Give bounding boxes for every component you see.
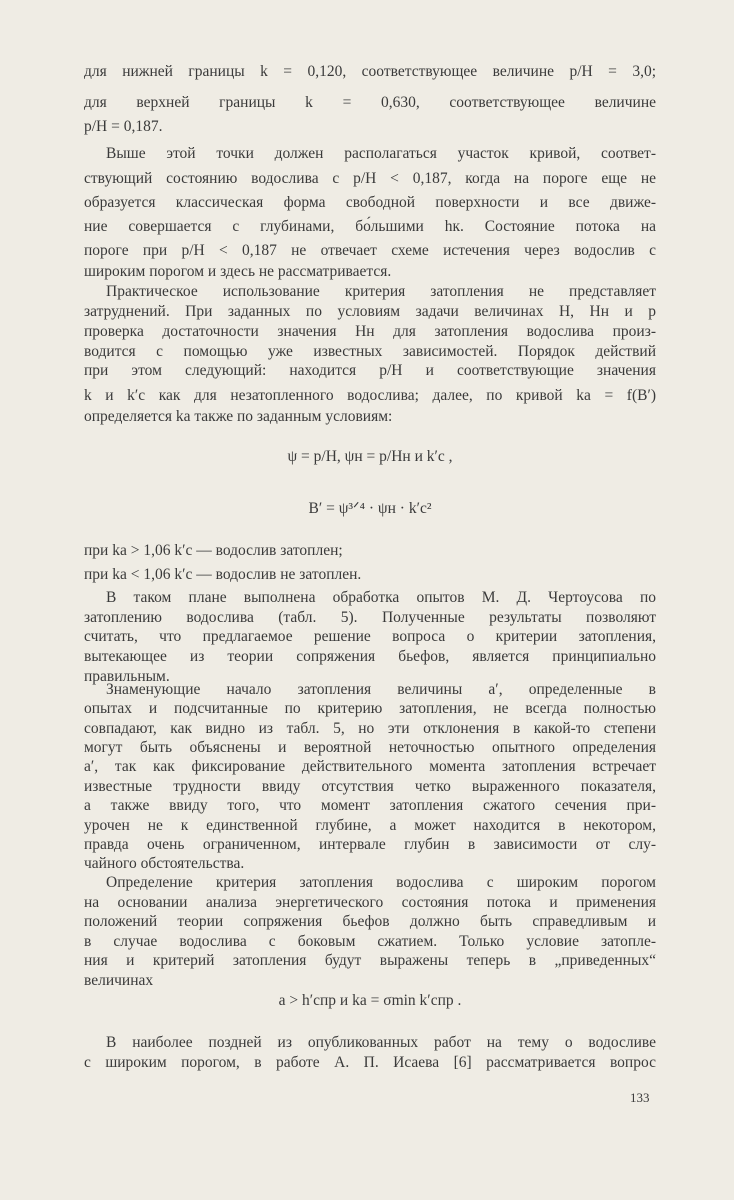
text-line: правильным. [84, 668, 170, 685]
text-line: затоплению водослива (табл. 5). Полученные результаты позволяют [84, 609, 656, 626]
text-line: проверка достаточности значения Hн для затопления водослива произ- [84, 323, 656, 340]
text-line: ствующий состоянию водослива с p/H < 0,187, когда на пороге еще не [84, 170, 656, 187]
text-line: положений теории сопряжения бьефов должно быть справедливым и [84, 913, 656, 930]
text-line: для верхней границы k = 0,630, соответствующее величине [84, 94, 656, 111]
text-line: на основании анализа энергетического состояния потока и применения [84, 894, 656, 911]
text-line: а также ввиду того, что момент затопления сжатого сечения при- [84, 797, 656, 814]
text-line: с широким порогом, в работе А. П. Исаева [6] рассматривается вопрос [84, 1054, 656, 1071]
text-line: определяется ka также по заданным условиям: [84, 408, 393, 425]
formula-psi: ψ = p/H, ψн = p/Hн и k′c , [287, 448, 453, 465]
text-line: p/H = 0,187. [84, 118, 163, 135]
text-line: ния и критерий затопления будут выражены теперь в „приведенных“ [84, 952, 656, 969]
text-line: при этом следующий: находится p/H и соответствующие значения [84, 362, 656, 379]
formula-criterion: a > h′cпр и ka = σmin k′cпр . [278, 992, 462, 1009]
text-line: в случае водослива с боковым сжатием. Только условие затопле- [84, 933, 656, 950]
text-line: при ka > 1,06 k′c — водослив затоплен; [84, 542, 343, 559]
text-line: вытекающее из теории сопряжения бьефов, является принципиально [84, 648, 656, 665]
text-line: водится с помощью уже известных зависимостей. Порядок действий [84, 343, 656, 360]
text-line: могут быть объяснены и вероятной неточностью опытного определения [84, 739, 656, 756]
text-line: широким порогом и здесь не рассматривается. [84, 263, 392, 280]
formula-b-prime: B′ = ψ³ᐟ⁴ · ψн · k′c² [308, 500, 432, 517]
text-line: величинах [84, 972, 154, 989]
text-line: чайного обстоятельства. [84, 855, 245, 872]
text-line: Практическое использование критерия затопления не представляет [106, 283, 656, 300]
text-line: В наиболее поздней из опубликованных работ на тему о водосливе [106, 1034, 656, 1051]
text-line: образуется классическая форма свободной поверхности и все движе- [84, 194, 656, 211]
text-line: совпадают, как видно из табл. 5, но эти отклонения в какой-то степени [84, 720, 656, 737]
text-line: правда очень ограниченном, интервале глубин в зависимости от слу- [84, 836, 656, 853]
text-line: считать, что предлагаемое решение вопроса о критерии затопления, [84, 628, 656, 645]
text-line: k и k′c как для незатопленного водослива; далее, по кривой ka = f(B′) [84, 387, 656, 404]
text-line: известные трудности ввиду отсутствия четко выраженного показателя, [84, 778, 656, 795]
page-number: 133 [630, 1090, 650, 1105]
text-line: опытах и подсчитанные по критерию затопления, не всегда полностью [84, 700, 656, 717]
text-line: урочен не к единственной глубине, а может находится в некотором, [84, 817, 656, 834]
text-line: при ka < 1,06 k′c — водослив не затоплен. [84, 566, 362, 583]
text-line: ние совершается с глубинами, бо́льшими hк. Состояние потока на [84, 218, 656, 235]
text-line: Определение критерия затопления водослива с широким порогом [106, 874, 656, 891]
text-line: a′, так как фиксирование действительного момента затопления встречает [84, 758, 656, 775]
text-line: Знаменующие начало затопления величины a′, определенные в [106, 681, 656, 698]
text-line: В таком плане выполнена обработка опытов М. Д. Чертоусова по [106, 589, 656, 606]
text-line: пороге при p/H < 0,187 не отвечает схеме истечения через водослив с [84, 242, 656, 259]
text-line: затруднений. При заданных по условиям задачи величинах H, Hн и p [84, 303, 656, 320]
text-line: для нижней границы k = 0,120, соответствующее величине p/H = 3,0; [84, 63, 656, 80]
text-line: Выше этой точки должен располагаться участок кривой, соответ- [106, 145, 656, 162]
